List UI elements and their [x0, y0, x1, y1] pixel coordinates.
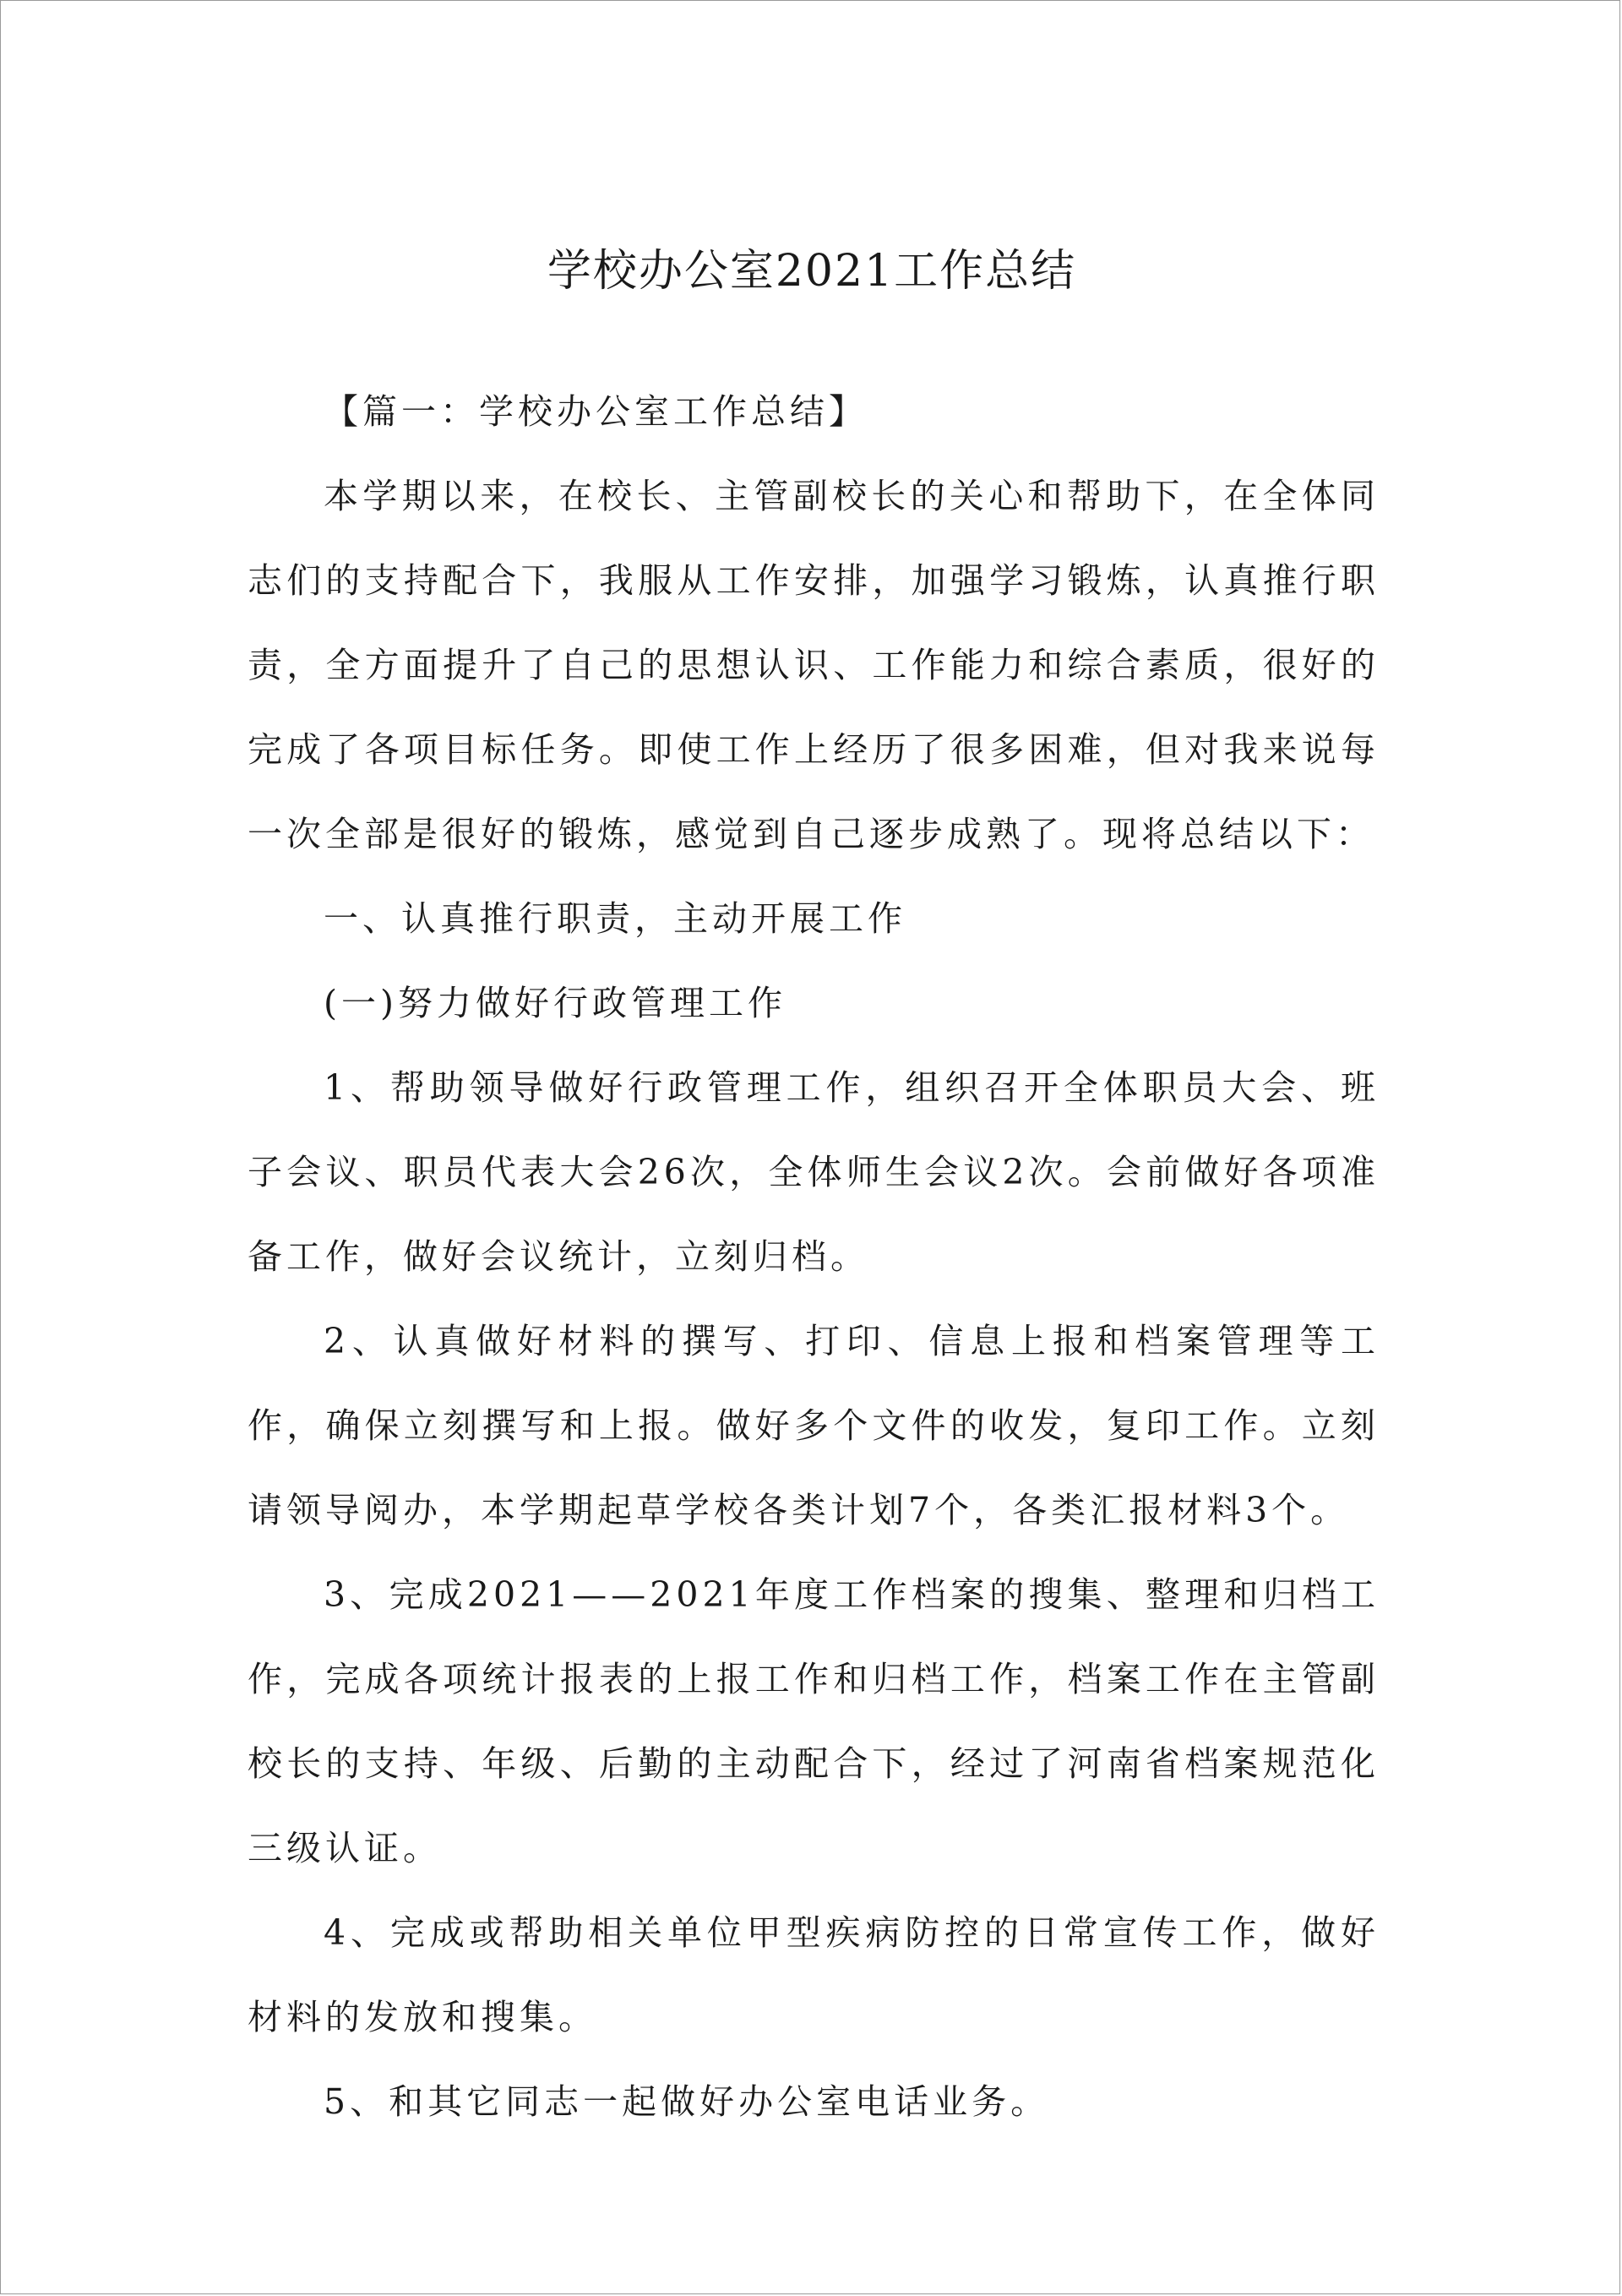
heading-level-1: 一、认真推行职责，主动开展工作	[324, 898, 906, 939]
document-body	[248, 369, 1380, 2144]
paragraph-item-1: 1、帮助领导做好行政管理工作，组织召开全体职员大会、班子会议、职员代表大会26次，全体师生会议2次。会前做好各项准备工作，做好会议统计，立刻归档。	[248, 1067, 1380, 1277]
paragraph-item-4: 4、完成或帮助相关单位甲型疾病防控的日常宣传工作，做好材料的发放和搜集。	[248, 1912, 1380, 2037]
paragraph-item-5: 5、和其它同志一起做好办公室电话业务。	[324, 2081, 1050, 2122]
heading-level-2: (一)努力做好行政管理工作	[324, 983, 787, 1023]
paragraph-item-2: 2、认真做好材料的撰写、打印、信息上报和档案管理等工作，确保立刻撰写和上报。做好多个文件的收发，复印工作。立刻请领导阅办，本学期起草学校各类计划7个，各类汇报材料3个。	[248, 1321, 1380, 1530]
paragraph-item-3: 3、完成2021——2021年度工作档案的搜集、整理和归档工作，完成各项统计报表的上报工作和归档工作，档案工作在主管副校长的支持、年级、后勤的主动配合下，经过了河南省档案规范化三级认证。	[248, 1574, 1380, 1868]
document-title: 学校办公室2021工作总结	[547, 245, 1077, 297]
section-heading: 【篇一：学校办公室工作总结】	[324, 391, 868, 432]
paragraph-intro: 本学期以来，在校长、主管副校长的关心和帮助下，在全体同志们的支持配合下，我服从工作安排，加强学习锻炼，认真推行职责，全方面提升了自己的思想认识、工作能力和综合素质，很好的完成了各项目标任务。即使工作上经历了很多困难，但对我来说每一次全部是很好的锻炼，感觉到自己逐步成熟了。现将总结以下：	[248, 476, 1380, 854]
